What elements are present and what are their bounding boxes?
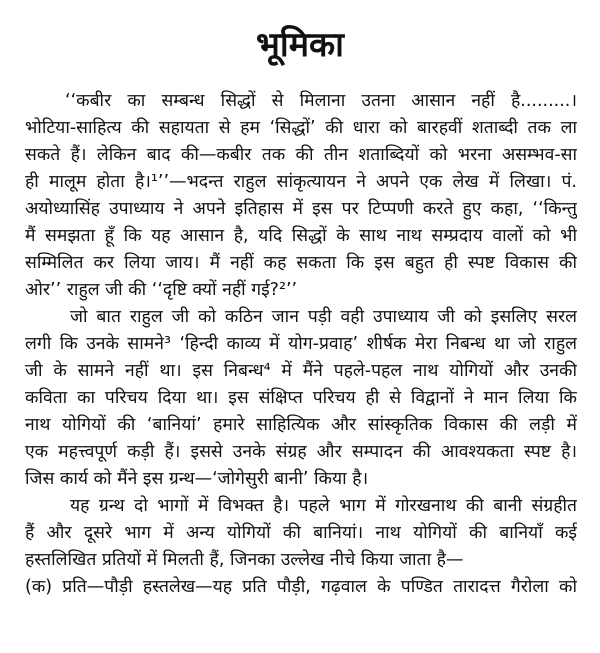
text-line: यह ग्रन्थ दो भागों में विभक्त है। पहले भाग में गोरखनाथ की बानी संग्रहीत <box>70 496 577 516</box>
text-line: हस्तलिखित प्रतियों में मिलती हैं, जिनका उल्लेख नीचे किया जाता है— <box>25 550 464 570</box>
text-line: ही मालूम होता है।¹’’—भदन्त राहुल सांकृत्यायन ने अपने एक लेख में लिखा। पं. <box>25 172 577 192</box>
text-line: सकते हैं। लेकिन बाद की—कबीर तक की तीन शताब्दियों को भरना असम्भव-सा <box>25 145 577 165</box>
body-text <box>25 88 577 601</box>
text-line: जिस कार्य को मैंने इस ग्रन्थ—‘जोगेसुरी बानी’ किया है। <box>25 469 369 489</box>
text-line: लगी कि उनके सामने³ ‘हिन्दी काव्य में योग-प्रवाह’ शीर्षक मेरा निबन्ध था जो राहुल <box>25 334 577 354</box>
text-line: ‘‘कबीर का सम्बन्ध सिद्धों से मिलाना उतना आसान नहीं है.........। <box>65 91 577 111</box>
text-line: जी के सामने नहीं था। इस निबन्ध⁴ में मैंने पहले-पहल नाथ योगियों और उनकी <box>25 361 577 381</box>
text-line: अयोध्यासिंह उपाध्याय ने अपने इतिहास में इस पर टिप्पणी करते हुए कहा, ‘‘किन्तु <box>25 199 577 219</box>
text-line: एक महत्त्वपूर्ण कड़ी हैं। इससे उनके संग्रह और सम्पादन की आवश्यकता स्पष्ट है। <box>25 442 577 462</box>
text-line: नाथ योगियों की ‘बानियां’ हमारे साहित्यिक और सांस्कृतिक विकास की लड़ी में <box>25 415 577 435</box>
text-line: ओर’’ राहुल जी की ‘‘दृष्टि क्यों नहीं गई?²’’ <box>25 280 298 300</box>
text-line: मैं समझता हूँ कि यह आसान है, यदि सिद्धों के साथ नाथ सम्प्रदाय वालों को भी <box>25 226 577 246</box>
text-line: सम्मिलित कर लिया जाय। मैं नहीं कह सकता कि इस बहुत ही स्पष्ट विकास की <box>25 253 577 273</box>
text-line: कविता का परिचय दिया था। इस संक्षिप्त परिचय ही से विद्वानों ने मान लिया कि <box>25 388 577 408</box>
text-line: (क) प्रति—पौड़ी हस्तलेख—यह प्रति पौड़ी, गढ़वाल के पण्डित तारादत्त गैरोला को <box>25 577 577 597</box>
page-title: भूमिका <box>256 25 344 65</box>
text-line: जो बात राहुल जी को कठिन जान पड़ी वही उपाध्याय जी को इसलिए सरल <box>70 307 577 327</box>
text-line: भोटिया-साहित्य की सहायता से हम ‘सिद्धों’ की धारा को बारहवीं शताब्दी तक ला <box>25 118 577 138</box>
text-line: हैं और दूसरे भाग में अन्य योगियों की बानियां। नाथ योगियों की बानियाँ कई <box>25 523 577 543</box>
